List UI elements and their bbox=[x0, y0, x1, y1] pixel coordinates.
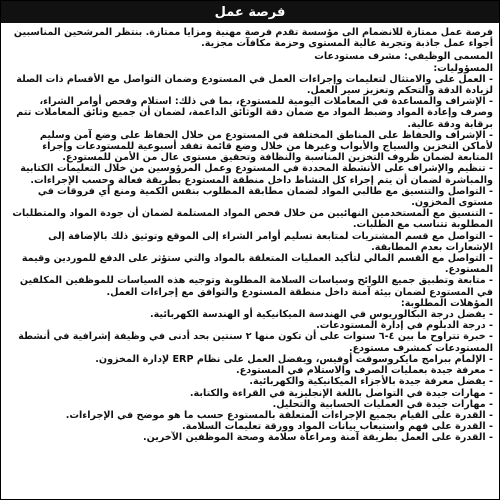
responsibility-item: - التواصل مع القسم المالي لتأكيد العمليات المتعلقة بالمواد والتي ستؤثر على الدفع للموردين وقيمة المستودع. bbox=[21, 253, 493, 276]
qualifications-heading: المؤهلات المطلوبة: bbox=[400, 297, 493, 309]
qualification-item: - الإلمام ببرامج مايكروسوفت أوفيس، ويفضل العمل على نظام ERP لإدارة المخزون. bbox=[95, 353, 493, 365]
qualification-item: - القدرة على فهم واستيعاب بيانات المواد وورقة تعليمات السلامة. bbox=[182, 421, 493, 433]
qualification-item: - مهارات جيدة في التواصل باللغة الإنجليزية في القراءة والكتابة. bbox=[189, 387, 493, 399]
qualification-item: - يفضل معرفة جيدة بالأجزاء الميكانيكية والكهربائية. bbox=[249, 376, 493, 388]
responsibility-item: - التواصل والتنسيق مع طالبي المواد لضمان مطابقة المطلوب بنفس الكمية ومنع أي فروقات في مستوى المخزون. bbox=[37, 185, 493, 209]
responsibilities-heading: المسؤوليات: bbox=[433, 62, 493, 74]
job-title: المسمى الوظيفي: مشرف مستودعات bbox=[314, 51, 493, 63]
ad-title: فرصة عمل bbox=[1, 1, 499, 23]
qualification-item: - مهارات جيدة في العمليات الحسابية والتحليل. bbox=[272, 398, 493, 410]
qualification-item: - القدرة على العمل بطريقة آمنة ومراعاة سلامة وصحة الموظفين الآخرين. bbox=[142, 432, 493, 444]
responsibility-item: - العمل على والامتثال لتعليمات وإجراءات العمل في المستودع وضمان التواصل مع الأقسام ذات الصلة لزيادة الدقة والتحكم وتعزيز سير العمل. bbox=[16, 73, 493, 97]
qualification-item: - يفضل درجة البكالوريوس في الهندسة الميكانيكية أو الهندسة الكهربائية. bbox=[149, 309, 493, 321]
responsibility-item: - الإشراف والمساعدة في المعاملات اليومية للمستودع، بما في ذلك: استلام وفحص أوامر الشراء، وصرف وإعادة المواد وضبط المواد مع ضمان دقة الوثائق الداعمة، لضمان أن جميع وثائق المعاملات تتم برقابة ودقة عالية. bbox=[16, 96, 493, 130]
qualification-item: - درجة الدبلوم في إدارة المستودعات. bbox=[316, 320, 493, 332]
qualification-item: - معرفة جيدة بعمليات الصرف والاستلام في المستودع. bbox=[236, 365, 493, 377]
responsibilities-list bbox=[7, 74, 493, 298]
qualification-item: - القدرة على القيام بجميع الإجراءات المتعلقة بالمستودع حسب ما هو موضح في الإجراءات. bbox=[65, 409, 493, 421]
responsibility-item: - تنظيم والإشراف على الأنشطة المحددة في المستودع وعمل المرؤوسين من خلال التعليمات الكتابية والمباشرة لضمان أن يتم إجراء كل النشاط داخل منطقة المستودع بطريقة فعالة وحسب الإجراءات. bbox=[20, 163, 493, 186]
ad-content bbox=[1, 23, 499, 444]
qualification-item: - خبرة تتراوح ما بين ٤-٦ سنوات على أن تكون منها ٢ سنتين بحد أدنى في وظيفة إشرافية في أنشطة المستودعات كمشرف مستودع. bbox=[18, 331, 493, 354]
responsibility-item: - متابعة وتطبيق جميع اللوائح وسياسات السلامة المطلوبة وتوجيه هذه السياسات للموظفين المكلفين في المستودع لضمان بيئة آمنة داخل منطقة المستودع والتوافق مع إجراءات العمل. bbox=[19, 275, 493, 298]
qualifications-list bbox=[7, 309, 493, 443]
responsibility-item: - التنسيق مع المستخدمين النهائيين من خلال فحص المواد المستلمة لضمان أن جودة المواد والمتطلبات المطلوبة تتناسب مع الطلبات. bbox=[12, 208, 493, 231]
intro-paragraph: فرصة عمل ممتازة للانضمام الى مؤسسة تقدم فرصة مهنية ومزايا ممتازة. بنتظر المرشحين المناسبين أجواء عمل جاذبة وتجربة عالية المستوى وحزمة مكافآت مجزية. bbox=[13, 27, 493, 50]
responsibility-item: - التواصل مع قسم المشتريات لمتابعة تسليم أوامر الشراء إلى الموقع وتوثيق ذلك بالإضافة إلى الإشعارات بعدم المطابقة. bbox=[48, 230, 493, 253]
responsibility-item: - الإشراف والحفاظ على المناطق المختلفة في المستودع من خلال الحفاظ على وضع آمن وسليم لأماكن التخزين والسياج والأبواب وغيرها من خلال وضع قائمة تفقد أسبوعية للمستودعات وإجراء المتابعة لضمان ظروف التخزين المناسبة والنظافة وتحقيق مستوى عال من الأمن للمستودع. bbox=[39, 129, 493, 164]
